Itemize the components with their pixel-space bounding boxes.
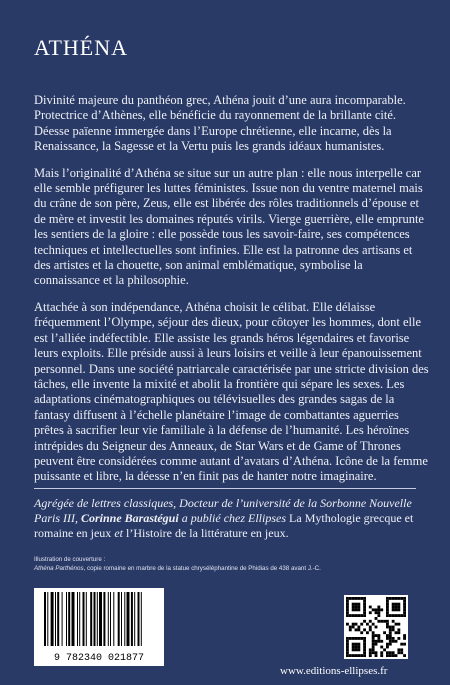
paragraph-1: Divinité majeure du panthéon grec, Athéna jouit d’une aura incomparable. Protectrice d’Athènes, elle bénéficie du rayonnement de la brillante cité. Déesse païenne immergée dans l’Europe chrétienne, elle incarne, dès la Renaissance, la Sagesse et la Vertu puis les grands idéaux humanistes. [34,93,406,154]
cover-credit [34,555,414,573]
barcode-bars [34,588,164,650]
qr-code [344,595,408,659]
book-title: ATHÉNA [34,35,128,60]
barcode [34,588,164,666]
cover-label: Illustration de couverture : [34,556,106,563]
website-link[interactable]: www.editions-ellipses.fr [280,665,388,677]
blurb [34,93,429,496]
paragraph-3: Attachée à son indépendance, Athéna choisit le célibat. Elle délaisse fréquemment l’Olympe, séjour des dieux, pour côtoyer les hommes, dont elle est l’alliée indéfectible. Elle assiste les grands héros légendaires et favorise leurs exploits. Elle préside aussi à leurs loisirs et veille à leur épanouissement personnel. Dans une société patriarcale caractérisée par une stricte division des tâches, elle invente la mixité et abolit la frontière qui sépare les sexes. Les adaptations cinématographiques ou télévisuelles des grandes sagas de la fantasy diffusent à l’échelle planétaire l’image de combattantes aguerries prêtes à sacrifier leur vie familiale à la défense de l’humanité. Les héroïnes intrépides du Seigneur des Anneaux, de Star Wars et de Game of Thrones peuvent être considérées comme autant d’avatars d’Athéna. Icône de la femme puissante et libre, la déesse n’en finit pas de hanter notre imaginaire. [34,299,429,484]
cover-description: , copie romaine en marbre de la statue chryséléphantine de Phidias de 438 avant J.-C. [83,565,321,572]
qr-code-icon [346,597,406,657]
divider [34,488,416,489]
author-and: et [111,526,126,540]
author-bio [34,496,426,541]
author-name: Corinne Barastégui [81,511,179,525]
book-title-1: La Mythologie grecque et romaine en jeux [34,511,414,540]
cover-artwork-title: Athéna Parthénos [34,565,84,572]
paragraph-2: Mais l’originalité d’Athéna se situe sur un autre plan : elle nous interpelle car elle semble préfigurer les luttes féministes. Issue non du ventre maternel mais du crâne de son père, Zeus, elle est libérée des rôles traditionnels d’épouse et de mère et investit les domaines réputés virils. Vierge guerrière, elle emprunte les sentiers de la gloire : elle possède tous les savoir-faire, ses compétences techniques et intellectuelles sont infinies. Elle est la patronne des artisans et des artistes et la chouette, son animal emblématique, symbolise la connaissance et la philosophie. [34,165,424,288]
author-publisher: a publié chez Ellipses [178,511,290,525]
book-title-2: l’Histoire de la littérature en jeux. [125,526,289,540]
barcode-number: 9 782340 021877 [53,653,144,664]
author-credentials: Agrégée de lettres classiques, Docteur de l’université de la Sorbonne Nouvelle Paris III, [34,496,412,525]
